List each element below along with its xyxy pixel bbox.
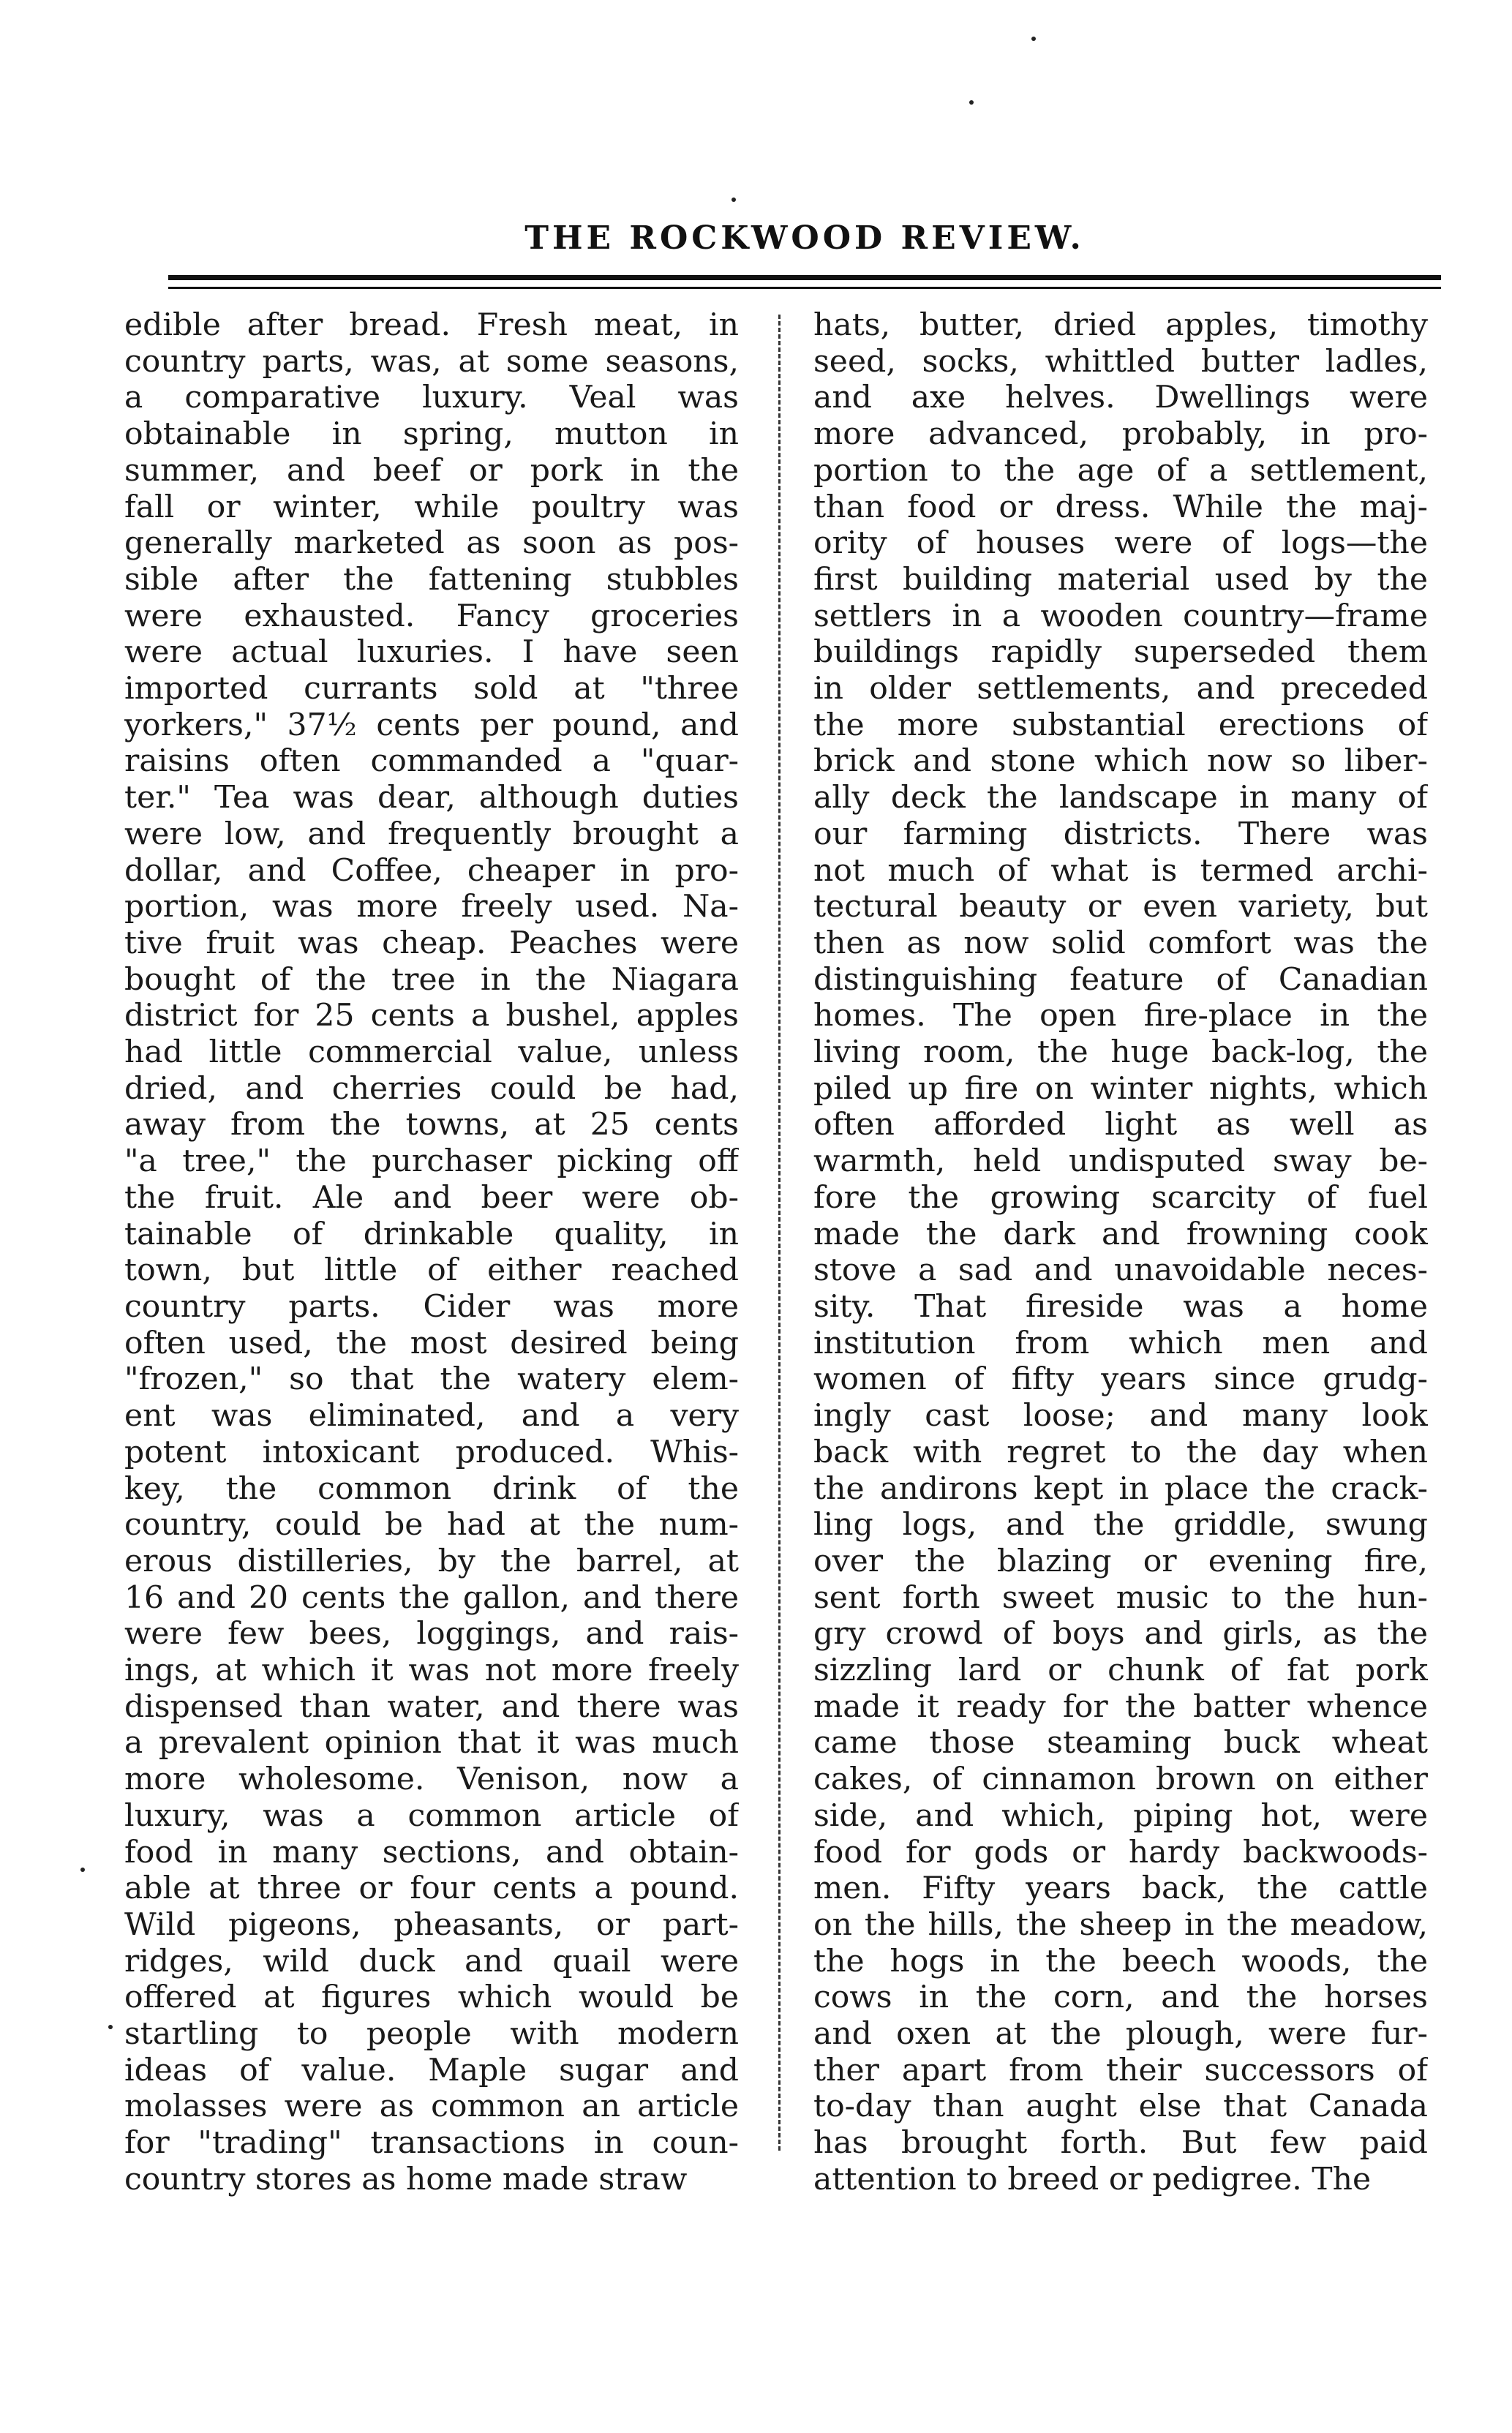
text-line: made the dark and frowning cook (813, 1216, 1428, 1252)
speck-mark (108, 2025, 113, 2029)
text-line: dollar, and Coffee, cheaper in pro- (124, 852, 739, 889)
text-line: sible after the fattening stubbles (124, 561, 739, 598)
text-line: yorkers," 37½ cents per pound, and (124, 707, 739, 743)
text-line: fore the growing scarcity of fuel (813, 1179, 1428, 1216)
text-line: often used, the most desired being (124, 1325, 739, 1361)
text-line: ter." Tea was dear, although duties (124, 780, 739, 816)
text-line: gry crowd of boys and girls, as the (813, 1616, 1428, 1652)
text-line: key, the common drink of the (124, 1470, 739, 1507)
text-line: away from the towns, at 25 cents (124, 1107, 739, 1143)
text-line: portion, was more freely used. Na- (124, 889, 739, 925)
text-line: ingly cast loose; and many look (813, 1398, 1428, 1434)
text-line: were few bees, loggings, and rais- (124, 1616, 739, 1652)
text-line: side, and which, piping hot, were (813, 1797, 1428, 1834)
text-line: offered at figures which would be (124, 1979, 739, 2016)
left-column (124, 307, 739, 2198)
text-line: edible after bread. Fresh meat, in (124, 307, 739, 343)
text-line: food for gods or hardy backwoods- (813, 1834, 1428, 1870)
text-line: food in many sections, and obtain- (124, 1834, 739, 1870)
text-line: the andirons kept in place the crack- (813, 1470, 1428, 1507)
text-line: country parts, was, at some seasons, (124, 343, 739, 380)
text-line: generally marketed as soon as pos- (124, 525, 739, 562)
text-line: sent forth sweet music to the hun- (813, 1579, 1428, 1616)
text-line: able at three or four cents a pound. (124, 1870, 739, 1907)
text-line: institution from which men and (813, 1325, 1428, 1361)
text-line: settlers in a wooden country—frame (813, 598, 1428, 634)
text-line: Wild pigeons, pheasants, or part- (124, 1906, 739, 1943)
text-line: country stores as home made straw (124, 2161, 688, 2197)
text-line: more advanced, probably, in pro- (813, 416, 1428, 453)
column-divider (778, 315, 781, 2151)
text-line: ideas of value. Maple sugar and (124, 2052, 739, 2088)
text-line: made it ready for the batter whence (813, 1688, 1428, 1725)
text-line: were exhausted. Fancy groceries (124, 598, 739, 634)
text-line: men. Fifty years back, the cattle (813, 1870, 1428, 1907)
header-rule-thick (168, 275, 1441, 280)
text-line: were actual luxuries. I have seen (124, 634, 739, 671)
text-line: district for 25 cents a bushel, apples (124, 998, 739, 1034)
text-line: ally deck the landscape in many of (813, 780, 1428, 816)
speck-mark (80, 1868, 85, 1872)
text-line: hats, butter, dried apples, timothy (813, 307, 1428, 343)
text-line: first building material used by the (813, 561, 1428, 598)
text-line: sity. That fireside was a home (813, 1288, 1428, 1325)
text-line: has brought forth. But few paid (813, 2125, 1428, 2162)
speck-mark (969, 100, 974, 105)
text-line: bought of the tree in the Niagara (124, 961, 739, 998)
text-line: tive fruit was cheap. Peaches were (124, 925, 739, 961)
text-line: tainable of drinkable quality, in (124, 1216, 739, 1252)
text-line: town, but little of either reached (124, 1252, 739, 1289)
text-line: for "trading" transactions in coun- (124, 2125, 739, 2162)
text-line: country parts. Cider was more (124, 1288, 739, 1325)
text-line: warmth, held undisputed sway be- (813, 1143, 1428, 1180)
text-line: brick and stone which now so liber- (813, 743, 1428, 780)
text-line: fall or winter, while poultry was (124, 489, 739, 525)
text-line: our farming districts. There was (813, 816, 1428, 852)
text-line: portion to the age of a settlement, (813, 452, 1428, 489)
text-line: and oxen at the plough, were fur- (813, 2016, 1428, 2053)
text-line: had little commercial value, unless (124, 1034, 739, 1071)
text-line: living room, the huge back-log, the (813, 1034, 1428, 1071)
text-line: tectural beauty or even variety, but (813, 889, 1428, 925)
text-line: buildings rapidly superseded them (813, 634, 1428, 671)
text-line: obtainable in spring, mutton in (124, 416, 739, 453)
text-line: ority of houses were of logs—the (813, 525, 1428, 562)
text-line: cakes, of cinnamon brown on either (813, 1761, 1428, 1798)
header-rule-thin (168, 287, 1441, 289)
speck-mark (731, 198, 736, 202)
text-line: women of fifty years since grudg- (813, 1361, 1428, 1398)
text-line: ther apart from their successors of (813, 2052, 1428, 2088)
right-column (813, 307, 1428, 2198)
text-line: to-day than aught else that Canada (813, 2088, 1428, 2125)
text-line: luxury, was a common article of (124, 1797, 739, 1834)
text-line: homes. The open fire-place in the (813, 998, 1428, 1034)
text-line: piled up fire on winter nights, which (813, 1070, 1428, 1107)
text-line: the hogs in the beech woods, the (813, 1943, 1428, 1979)
text-line: potent intoxicant produced. Whis- (124, 1434, 739, 1470)
text-line: back with regret to the day when (813, 1434, 1428, 1470)
text-line: ridges, wild duck and quail were (124, 1943, 739, 1979)
text-line: ent was eliminated, and a very (124, 1398, 739, 1434)
text-line: seed, socks, whittled butter ladles, (813, 343, 1428, 380)
text-line: the more substantial erections of (813, 707, 1428, 743)
text-line: attention to breed or pedigree. The (813, 2161, 1372, 2197)
text-line: stove a sad and unavoidable neces- (813, 1252, 1428, 1289)
text-line: cows in the corn, and the horses (813, 1979, 1428, 2016)
text-line: dried, and cherries could be had, (124, 1070, 739, 1107)
text-line: startling to people with modern (124, 2016, 739, 2053)
speck-mark (1031, 37, 1036, 41)
text-line: "a tree," the purchaser picking off (124, 1143, 739, 1180)
text-line: were low, and frequently brought a (124, 816, 739, 852)
text-line: ings, at which it was not more freely (124, 1652, 739, 1689)
text-line: summer, and beef or pork in the (124, 452, 739, 489)
text-line: a comparative luxury. Veal was (124, 380, 739, 416)
text-line: country, could be had at the num- (124, 1507, 739, 1543)
text-line: imported currants sold at "three (124, 671, 739, 707)
text-line: dispensed than water, and there was (124, 1688, 739, 1725)
text-line: than food or dress. While the maj- (813, 489, 1428, 525)
text-line: and axe helves. Dwellings were (813, 380, 1428, 416)
text-line: sizzling lard or chunk of fat pork (813, 1652, 1428, 1689)
text-line: came those steaming buck wheat (813, 1725, 1428, 1761)
text-line: raisins often commanded a "quar- (124, 743, 739, 780)
text-line: more wholesome. Venison, now a (124, 1761, 739, 1798)
text-line: ling logs, and the griddle, swung (813, 1507, 1428, 1543)
text-line: then as now solid comfort was the (813, 925, 1428, 961)
text-line: molasses were as common an article (124, 2088, 739, 2125)
text-line: a prevalent opinion that it was much (124, 1725, 739, 1761)
text-line: distinguishing feature of Canadian (813, 961, 1428, 998)
text-line: erous distilleries, by the barrel, at (124, 1543, 739, 1579)
text-line: 16 and 20 cents the gallon, and there (124, 1579, 739, 1616)
text-line: often afforded light as well as (813, 1107, 1428, 1143)
text-line: not much of what is termed archi- (813, 852, 1428, 889)
page-header: THE ROCKWOOD REVIEW. (524, 219, 1085, 257)
text-line: on the hills, the sheep in the meadow, (813, 1906, 1428, 1943)
text-line: over the blazing or evening fire, (813, 1543, 1428, 1579)
text-line: in older settlements, and preceded (813, 671, 1428, 707)
text-line: "frozen," so that the watery elem- (124, 1361, 739, 1398)
text-line: the fruit. Ale and beer were ob- (124, 1179, 739, 1216)
